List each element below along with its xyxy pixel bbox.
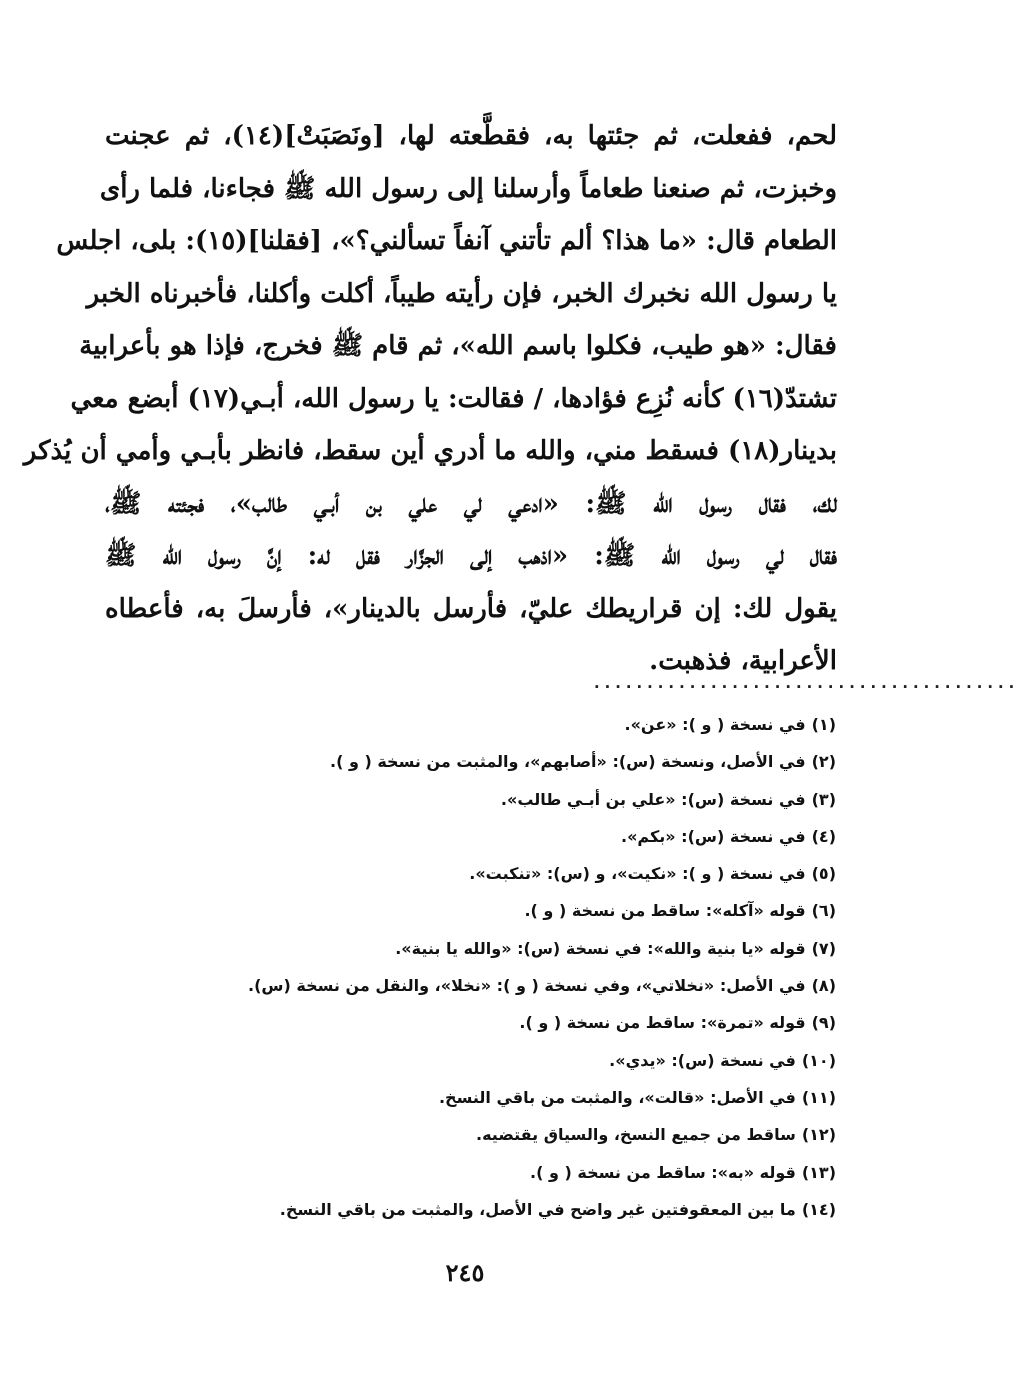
text-line: تشتدّ(١٦) كأنه نُزِع فؤادها، / فقالت: يا رسول الله، أبـي(١٧) أبضع معي <box>70 383 837 414</box>
footnote-number: (٣) <box>811 789 836 809</box>
footnote-item <box>96 781 836 818</box>
footnote-item <box>96 1191 836 1228</box>
footnote-number: (١) <box>811 715 836 734</box>
footnote-item <box>96 1116 836 1153</box>
text-line: وخبزت، ثم صنعنا طعاماً وأرسلنا إلى رسول الله ﷺ فجاءنا، فلما رأى <box>99 173 837 204</box>
text-line: الطعام قال: «ما هذا؟ ألم تأتني آنفاً تسألني؟»، [فقلنا](١٥): بلى، اجلس <box>56 226 837 256</box>
footnote-text: في الأصل: «نخلاتي»، وفي نسخة ( و ): «نخلا»، والنقل من نسخة (س). <box>248 976 806 996</box>
footnote-number: (١٢) <box>801 1125 836 1145</box>
footnote-number: (٦) <box>811 901 836 921</box>
text-line: لحم، ففعلت، ثم جئتها به، فقطَّعته لها، [ونَصَبَتْ](١٤)، ثم عجنت <box>105 121 837 151</box>
footnote-text: قوله «تمرة»: ساقط من نسخة ( و ). <box>519 1013 806 1033</box>
footnote-number: (٥) <box>811 864 836 884</box>
footnote-text: في نسخة (س): «يدي». <box>609 1050 796 1070</box>
footnote-text: ما بين المعقوفتين غير واضح في الأصل، والمثبت من باقي النسخ. <box>279 1199 796 1219</box>
text-line: فقال لي رسول الله ﷺ: «اذهب إلى الجزَّار فقل له: إنَّ رسول الله ﷺ <box>105 541 837 571</box>
footnote-number: (٨) <box>811 976 836 996</box>
footnote-number: (١٠) <box>801 1050 836 1070</box>
footnote-number: (٩) <box>811 1013 836 1033</box>
page-number: ٢٤٥ <box>445 1258 485 1287</box>
footnote-number: (٤) <box>811 826 836 846</box>
text-line: لك، فقال رسول الله ﷺ: «ادعي لي علي بن أبـي طالب»، فجئته ﷺ، <box>105 488 837 519</box>
footnote-text: قوله «يا بنية والله»: في نسخة (س): «والله يا بنية». <box>395 938 806 958</box>
footnote-number: (١٤) <box>801 1199 836 1219</box>
footnote-number: (١١) <box>801 1087 836 1107</box>
footnote-text: في نسخة (س): «بكم». <box>621 826 806 846</box>
footnote-text: في نسخة ( و ): «نكيت»، و (س): «تنكبت». <box>469 864 806 884</box>
footnote-item <box>96 892 836 929</box>
footnote-text: قوله «به»: ساقط من نسخة ( و ). <box>530 1162 796 1182</box>
footnote-text: في نسخة (س): «علي بن أبـي طالب». <box>500 789 806 809</box>
footnote-number: (١٣) <box>801 1162 836 1182</box>
footnote-item <box>96 818 836 855</box>
footnote-item <box>96 743 836 780</box>
footnote-item <box>96 1079 836 1116</box>
text-line: يقول لك: إن قراريطك عليّ، فأرسل بالدينار»، فأرسلَ به، فأعطاه <box>105 593 837 624</box>
text-line: الأعرابية، فذهبت. <box>649 646 837 676</box>
text-line: يا رسول الله نخبرك الخبر، فإن رأيته طيباً، أكلت وأكلنا، فأخبرناه الخبر <box>86 278 837 309</box>
footnote-text: قوله «آكله»: ساقط من نسخة ( و ). <box>524 901 806 921</box>
footnote-separator: ........................................ <box>592 673 1017 692</box>
main-text-block <box>23 110 1017 692</box>
footnote-text: في الأصل، ونسخة (س): «أصابهم»، والمثبت من نسخة ( و ). <box>329 752 806 772</box>
footnote-number: (٧) <box>811 938 836 958</box>
footnote-item <box>96 706 836 743</box>
footnote-item <box>96 855 836 892</box>
footnotes-list <box>96 706 836 1228</box>
text-line: فقال: «هو طيب، فكلوا باسم الله»، ثم قام ﷺ فخرج، فإذا هو بأعرابية <box>79 331 837 361</box>
footnote-text: ساقط من جميع النسخ، والسياق يقتضيه. <box>476 1125 796 1145</box>
footnote-number: (٢) <box>811 752 836 772</box>
footnote-item <box>96 1004 836 1041</box>
footnote-item <box>96 1154 836 1191</box>
footnote-item <box>96 930 836 967</box>
footnote-text: في نسخة ( و ): «عن». <box>624 715 806 734</box>
footnote-item <box>96 1042 836 1079</box>
footnote-item <box>96 967 836 1004</box>
text-line: بدينار(١٨) فسقط مني، والله ما أدري أين سقط، فانظر بأبـي وأمي أن يُذكر <box>23 436 837 466</box>
footnote-text: في الأصل: «قالت»، والمثبت من باقي النسخ. <box>438 1087 796 1107</box>
